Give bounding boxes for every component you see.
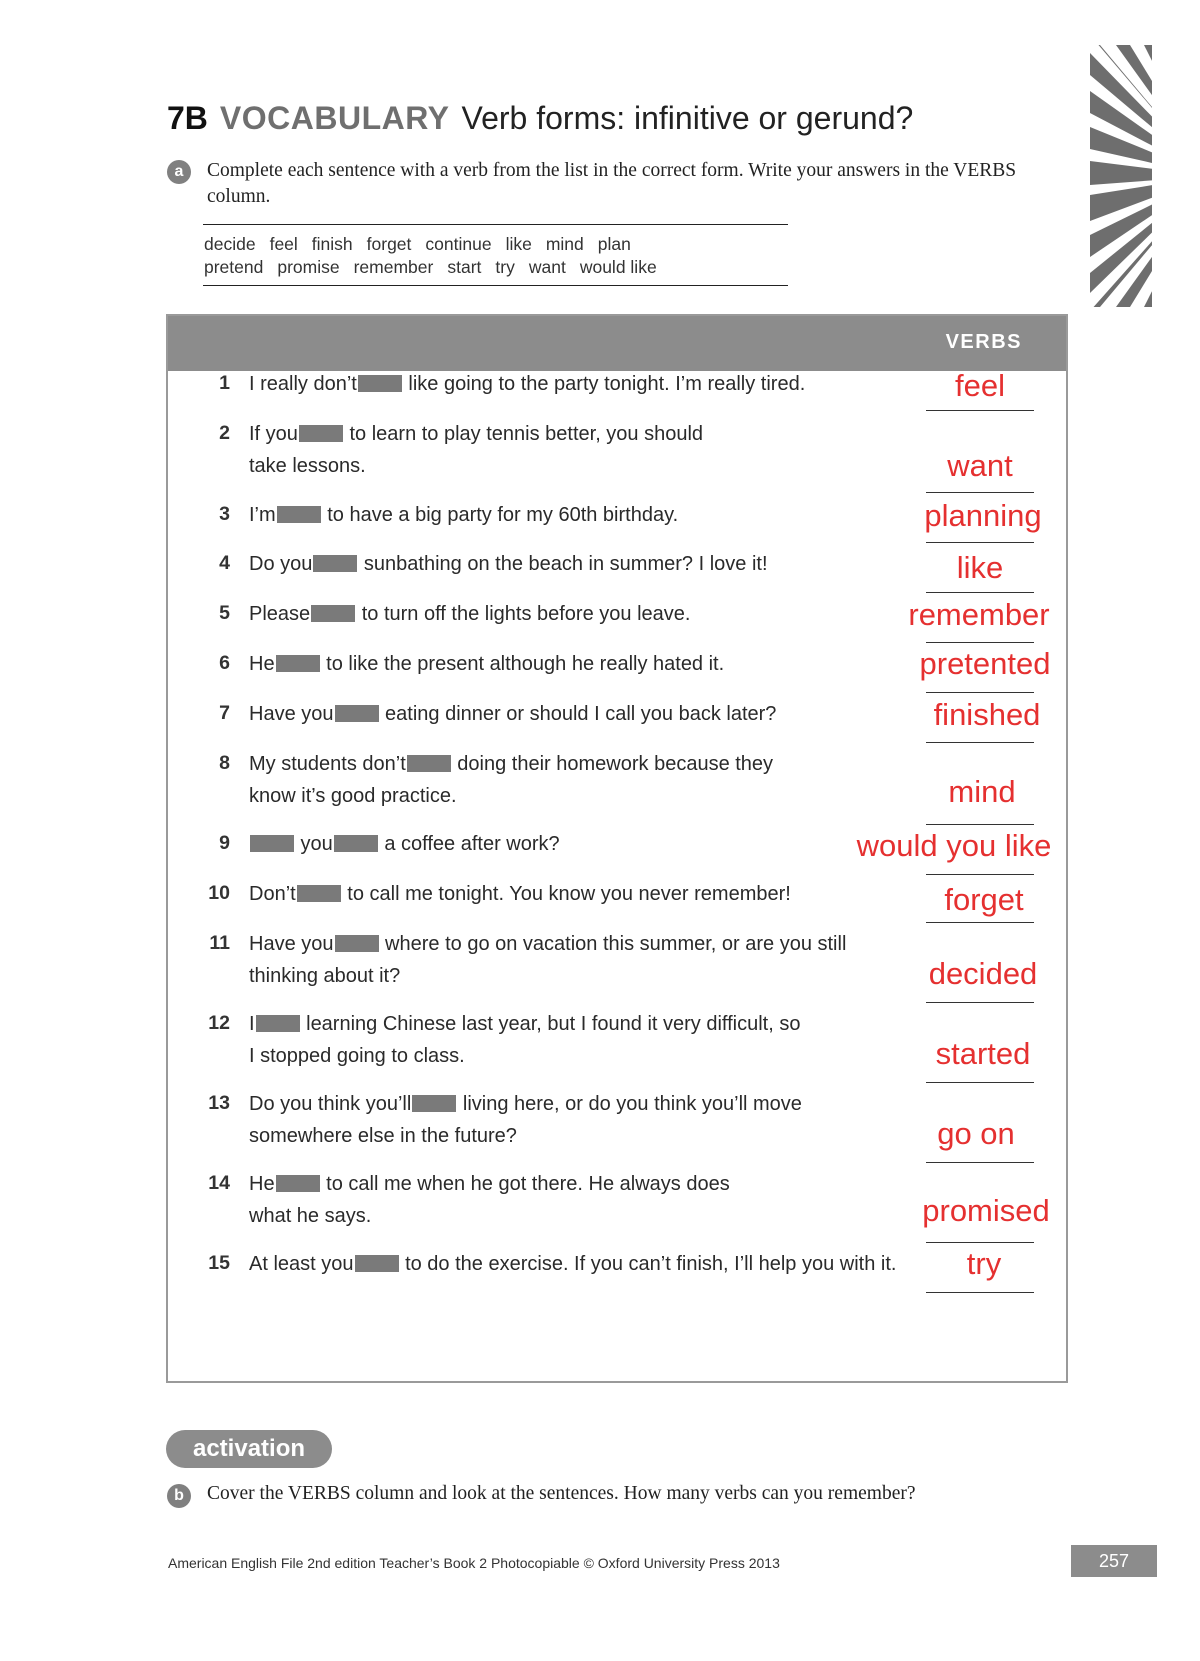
answer-blank [407, 755, 451, 772]
word-list-item: finish [311, 234, 353, 254]
handwritten-answer: feel [955, 368, 1005, 403]
item-number: 14 [208, 1172, 230, 1194]
sentence-fragment: At least you [249, 1253, 354, 1275]
item-sentence [249, 1088, 802, 1152]
handwritten-answer: want [947, 448, 1013, 483]
sentence-continuation: I stopped going to class. [249, 1045, 465, 1067]
sentence-fragment: a coffee after work? [378, 833, 560, 855]
answer-line [926, 492, 1034, 493]
item-sentence [249, 648, 724, 680]
page-title [167, 100, 913, 137]
item-number: 10 [208, 882, 230, 904]
sentence-fragment: Do you think you’ll [249, 1093, 412, 1115]
answer-blank [335, 705, 379, 722]
sentence-fragment: to do the exercise. If you can’t finish, I’ll help you with it. [399, 1253, 897, 1275]
sentence-fragment: Don’t [249, 883, 296, 905]
sentence-fragment: where to go on vacation this summer, or are you still [379, 933, 847, 955]
answer-line [926, 1162, 1034, 1163]
answer-line [926, 1292, 1034, 1293]
sentence-fragment: Have you [249, 703, 334, 725]
word-list-item: continue [425, 234, 492, 254]
item-sentence [249, 1248, 896, 1280]
sentence-fragment: to learn to play tennis better, you should [343, 423, 704, 445]
sentence-fragment: to like the present although he really hated it. [320, 653, 725, 675]
answer-blank [276, 655, 320, 672]
item-sentence [249, 368, 805, 400]
answer-line [926, 542, 1034, 543]
sentence-fragment: eating dinner or should I call you back later? [379, 703, 777, 725]
item-sentence [249, 418, 703, 482]
answer-blank [355, 1255, 399, 1272]
panel-header [168, 316, 1066, 371]
word-list-item: plan [597, 234, 631, 254]
item-number: 11 [209, 932, 230, 954]
answer-line [926, 410, 1034, 411]
answer-line [926, 1002, 1034, 1003]
answer-blank [334, 835, 378, 852]
word-list-item: start [447, 257, 482, 277]
item-sentence [249, 698, 776, 730]
exercise-a-marker: a [167, 160, 191, 184]
item-number: 7 [219, 702, 230, 724]
sentence-continuation: thinking about it? [249, 965, 401, 987]
answer-blank [256, 1015, 300, 1032]
item-number: 2 [219, 422, 230, 444]
sentence-fragment: sunbathing on the beach in summer? I love it! [358, 553, 768, 575]
answer-line [926, 1082, 1034, 1083]
word-list-item: remember [353, 257, 434, 277]
handwritten-answer: finished [933, 697, 1041, 732]
handwritten-answer: go on [937, 1116, 1015, 1151]
word-list-item: pretend [204, 257, 264, 277]
item-sentence [249, 828, 560, 860]
item-number: 5 [219, 602, 230, 624]
activation-badge: activation [166, 1430, 332, 1468]
sentence-fragment: He [249, 653, 275, 675]
sentence-fragment: you [295, 833, 333, 855]
sentence-fragment: like going to the party tonight. I’m really tired. [402, 373, 806, 395]
answer-blank [335, 935, 379, 952]
answer-line [926, 824, 1034, 825]
handwritten-answer: forget [944, 882, 1024, 917]
answer-blank [297, 885, 341, 902]
handwritten-answer: pretented [919, 646, 1051, 681]
handwritten-answer: decided [928, 956, 1038, 991]
item-number: 4 [219, 552, 230, 574]
word-list-row-1 [204, 234, 645, 255]
sentence-fragment: He [249, 1173, 275, 1195]
item-sentence [249, 1008, 800, 1072]
answer-line [926, 742, 1034, 743]
section-category: VOCABULARY [219, 100, 450, 136]
word-list-item: feel [269, 234, 298, 254]
item-number: 13 [208, 1092, 230, 1114]
sentence-fragment: doing their homework because they [451, 753, 774, 775]
handwritten-answer: try [966, 1246, 1002, 1281]
word-list-item: mind [545, 234, 584, 254]
handwritten-answer: started [935, 1036, 1031, 1071]
answer-blank [250, 835, 294, 852]
sentence-fragment: I [249, 1013, 255, 1035]
item-sentence [249, 1168, 730, 1232]
sentence-fragment: My students don’t [249, 753, 406, 775]
answer-line [926, 692, 1034, 693]
exercise-b-instruction: Cover the VERBS column and look at the sentences. How many verbs can you remember? [207, 1483, 916, 1504]
sentence-fragment: Please [249, 603, 311, 625]
section-number: 7B [167, 100, 208, 136]
exercise-b-marker: b [167, 1484, 191, 1508]
word-list-item: would like [579, 257, 657, 277]
exercise-a-instruction: Complete each sentence with a verb from the list in the correct form. Write your answers in the VERBS column. [207, 160, 1017, 207]
handwritten-answer: planning [924, 498, 1042, 533]
item-number: 8 [219, 752, 230, 774]
sentence-fragment: I’m [249, 504, 276, 526]
item-sentence [249, 878, 791, 910]
sentence-fragment: living here, or do you think you’ll move [457, 1093, 802, 1115]
item-number: 3 [219, 503, 230, 525]
answer-line [926, 922, 1034, 923]
item-sentence [249, 499, 678, 531]
sentence-fragment: Have you [249, 933, 334, 955]
item-number: 1 [219, 372, 230, 394]
answer-blank [277, 506, 321, 523]
word-list-box [203, 224, 788, 286]
sentence-fragment: I really don’t [249, 373, 357, 395]
answer-line [926, 1242, 1034, 1243]
sentence-fragment: to call me tonight. You know you never remember! [341, 883, 791, 905]
sentence-fragment: to call me when he got there. He always does [320, 1173, 730, 1195]
word-list-item: like [505, 234, 532, 254]
answer-blank [358, 375, 402, 392]
sentence-continuation: somewhere else in the future? [249, 1125, 517, 1147]
item-number: 9 [219, 832, 230, 854]
answer-blank [311, 605, 355, 622]
word-list-item: try [495, 257, 515, 277]
answer-line [926, 874, 1034, 875]
word-list-item: forget [366, 234, 412, 254]
handwritten-answer: like [956, 550, 1004, 585]
item-sentence [249, 598, 690, 630]
item-sentence [249, 748, 773, 812]
sentence-fragment: learning Chinese last year, but I found it very difficult, so [300, 1013, 801, 1035]
answer-line [926, 642, 1034, 643]
answer-blank [299, 425, 343, 442]
decorative-sunburst [1090, 45, 1152, 307]
sentence-fragment: to turn off the lights before you leave. [356, 603, 691, 625]
item-sentence [249, 928, 846, 992]
handwritten-answer: promised [922, 1193, 1050, 1228]
word-list-row-2 [204, 257, 671, 278]
item-number: 12 [208, 1012, 230, 1034]
sentence-fragment: Do you [249, 553, 313, 575]
item-number: 6 [219, 652, 230, 674]
page-number: 257 [1071, 1545, 1157, 1577]
sentence-fragment: If you [249, 423, 298, 445]
sentence-continuation: what he says. [249, 1205, 372, 1227]
word-list-item: decide [204, 234, 256, 254]
answer-blank [276, 1175, 320, 1192]
verbs-column-header: VERBS [945, 331, 1022, 353]
section-subtitle: Verb forms: infinitive or gerund? [461, 100, 914, 136]
word-list-item: want [528, 257, 566, 277]
footer-credit: American English File 2nd edition Teacher’s Book 2 Photocopiable © Oxford University Press 2013 [168, 1555, 780, 1571]
answer-line [926, 592, 1034, 593]
answer-blank [412, 1095, 456, 1112]
handwritten-answer: mind [948, 774, 1016, 809]
handwritten-answer: would you like [856, 828, 1052, 863]
sentence-continuation: take lessons. [249, 455, 366, 477]
item-number: 15 [208, 1252, 230, 1274]
item-sentence [249, 548, 768, 580]
word-list-item: promise [277, 257, 340, 277]
sentence-continuation: know it’s good practice. [249, 785, 457, 807]
handwritten-answer: remember [908, 597, 1050, 632]
answer-blank [313, 555, 357, 572]
sentence-fragment: to have a big party for my 60th birthday. [321, 504, 679, 526]
